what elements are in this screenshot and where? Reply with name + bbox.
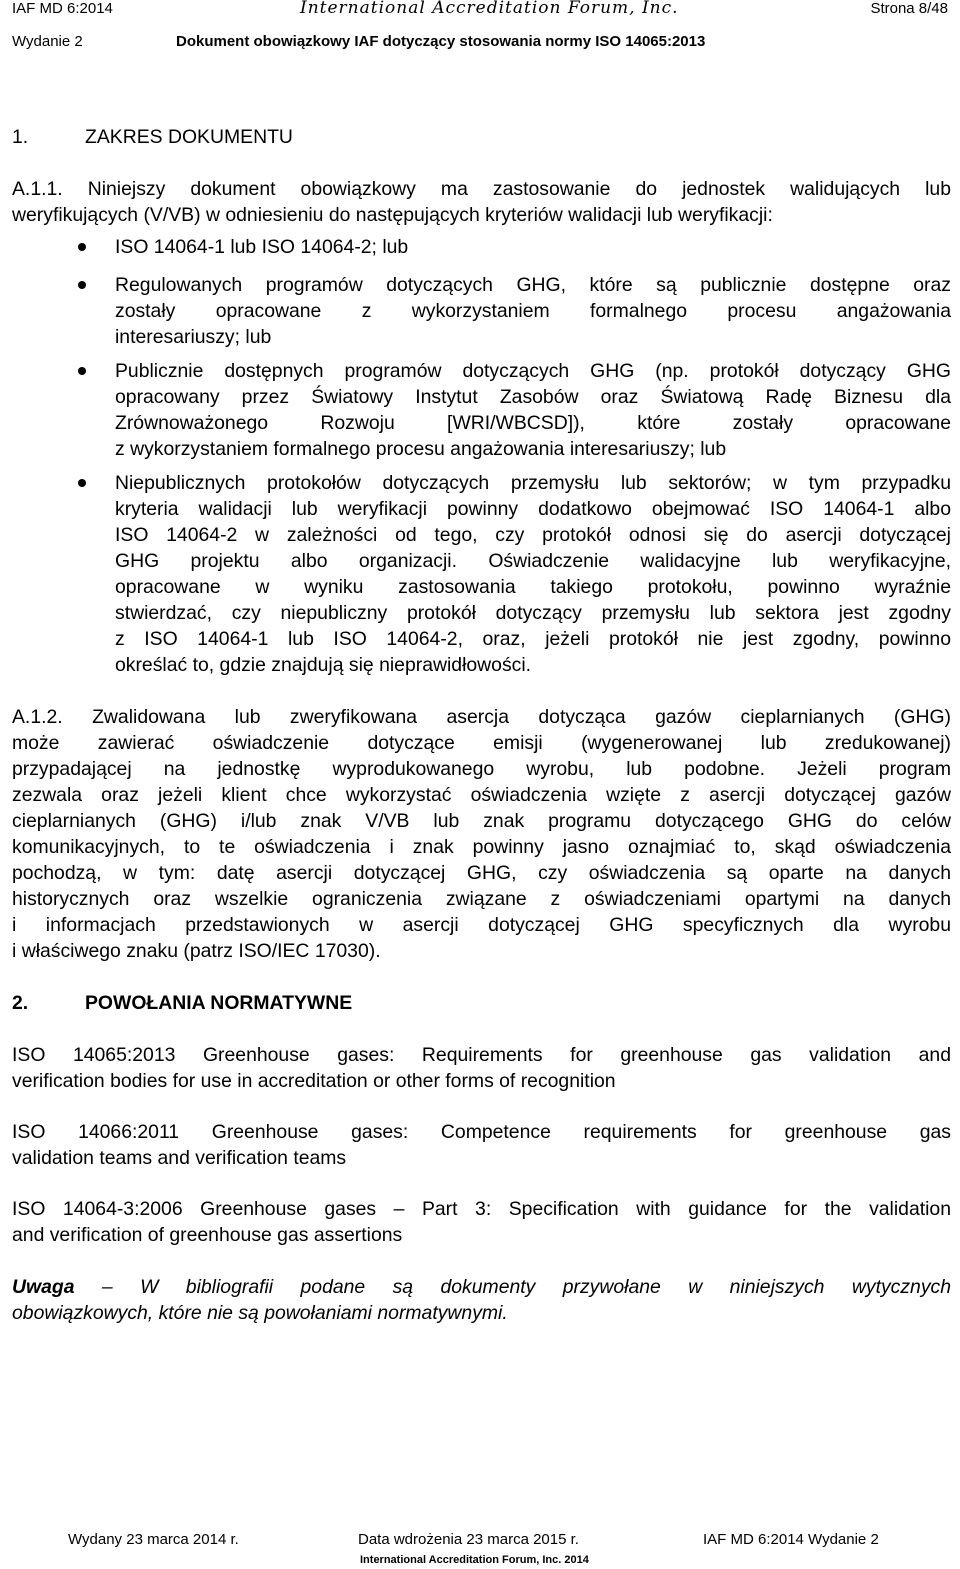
paragraph-a112-line: A.1.2. Zwalidowana lub zweryfikowana asercja dotycząca gazów cieplarnianych (GHG) xyxy=(12,706,951,728)
bullet-line: interesariuszy; lub xyxy=(115,326,272,348)
paragraph-a112-line: może zawierać oświadczenie dotyczące emisji (wygenerowanej lub zredukowanej) xyxy=(12,732,951,754)
bullet-icon xyxy=(78,281,86,289)
page-subheader xyxy=(12,33,948,57)
bullet-line: z wykorzystaniem formalnego procesu angażowania interesariuszy; lub xyxy=(115,438,727,460)
reference-line: ISO 14066:2011 Greenhouse gases: Competence requirements for greenhouse gas xyxy=(12,1121,951,1143)
paragraph-a112-line: historycznych oraz wszelkie ograniczenia związane z oświadczeniami opartymi na danych xyxy=(12,888,951,910)
reference-line: validation teams and verification teams xyxy=(12,1147,347,1169)
header-edition: Wydanie 2 xyxy=(12,33,83,50)
note-text: – W bibliografii podane są dokumenty przywołane w niniejszych wytycznych xyxy=(101,1276,952,1298)
section-number: 1. xyxy=(12,126,29,148)
paragraph-a111-line: A.1.1. Niniejszy dokument obowiązkowy ma zastosowanie do jednostek walidujących lub xyxy=(12,178,951,200)
section-title: POWOŁANIA NORMATYWNE xyxy=(85,992,353,1014)
paragraph-a112-line: przypadającej na jednostkę wyprodukowanego wyrobu, lub podobne. Jeżeli program xyxy=(12,758,951,780)
paragraph-a112-line: i właściwego znaku (patrz ISO/IEC 17030). xyxy=(12,940,381,962)
bullet-line: opracowane w wyniku zastosowania takiego protokołu, powinno wyraźnie xyxy=(115,576,951,598)
bullet-line: Zrównoważonego Rozwoju [WRI/WBCSD]), które zostały opracowane xyxy=(115,412,951,434)
paragraph-a111-line: weryfikujących (V/VB) w odniesieniu do następujących kryteriów walidacji lub weryfikacji: xyxy=(12,204,773,226)
bullet-line: zostały opracowane z wykorzystaniem formalnego procesu angażowania xyxy=(115,300,951,322)
bullet-line: ISO 14064-1 lub ISO 14064-2; lub xyxy=(115,236,409,258)
bullet-line: określać to, gdzie znajdują się nieprawidłowości. xyxy=(115,654,532,676)
bullet-line: Regulowanych programów dotyczących GHG, które są publicznie dostępne oraz xyxy=(115,274,951,296)
bullet-line: stwierdzać, czy niepubliczny protokół dotyczący przemysłu lub sektora jest zgodny xyxy=(115,602,951,624)
bullet-line: Niepublicznych protokołów dotyczących przemysłu lub sektorów; w tym przypadku xyxy=(115,472,951,494)
bullet-line: ISO 14064-2 w zależności od tego, czy protokół odnosi się do asercji dotyczącej xyxy=(115,524,951,546)
page-header xyxy=(12,0,948,24)
reference-line: ISO 14065:2013 Greenhouse gases: Requirements for greenhouse gas validation and xyxy=(12,1044,951,1066)
section-1-heading xyxy=(12,124,293,150)
section-number: 2. xyxy=(12,992,29,1014)
note-line: obowiązkowych, które nie są powołaniami normatywnymi. xyxy=(12,1302,508,1324)
bullet-line: kryteria walidacji lub weryfikacji powinny dodatkowo obejmować ISO 14064-1 albo xyxy=(115,498,951,520)
note-label: Uwaga xyxy=(12,1276,75,1298)
bullet-line: Publicznie dostępnych programów dotyczących GHG (np. protokół dotyczący GHG xyxy=(115,360,951,382)
header-doc-code: IAF MD 6:2014 xyxy=(12,0,113,17)
paragraph-a112-line: pochodzą, w tym: datę asercji dotyczącej GHG, czy oświadczenia są oparte na danych xyxy=(12,862,951,884)
bullet-line: z ISO 14064-1 lub ISO 14064-2, oraz, jeżeli protokół nie jest zgodny, powinno xyxy=(115,628,951,650)
reference-line: verification bodies for use in accreditation or other forms of recognition xyxy=(12,1070,616,1092)
bullet-icon xyxy=(78,479,86,487)
note-line xyxy=(12,1274,951,1300)
paragraph-a112-line: i informacjach przedstawionych w asercji dotyczącej GHG specyficznych dla wyrobu xyxy=(12,914,951,936)
section-title: ZAKRES DOKUMENTU xyxy=(85,126,293,148)
reference-line: ISO 14064-3:2006 Greenhouse gases – Part 3: Specification with guidance for the validation xyxy=(12,1198,951,1220)
paragraph-a112-line: komunikacyjnych, to te oświadczenia i znak powinny jasno oznajmiać to, skąd oświadczenia xyxy=(12,836,951,858)
paragraph-a112-line: cieplarnianych (GHG) i/lub znak V/VB lub znak programu dotyczącego GHG do celów xyxy=(12,810,951,832)
footer-effective: Data wdrożenia 23 marca 2015 r. xyxy=(358,1531,579,1548)
header-page-number: Strona 8/48 xyxy=(870,0,948,17)
reference-line: and verification of greenhouse gas assertions xyxy=(12,1224,403,1246)
footer-issued: Wydany 23 marca 2014 r. xyxy=(68,1531,239,1548)
footer-copyright: International Accreditation Forum, Inc. 2014 xyxy=(360,1554,589,1566)
bullet-line: GHG projektu albo organizacji. Oświadczenie walidacyjne lub weryfikacyjne, xyxy=(115,550,951,572)
bullet-line: opracowany przez Światowy Instytut Zasobów oraz Światową Radę Biznesu dla xyxy=(115,386,951,408)
paragraph-a112-line: zezwala oraz jeżeli klient chce wykorzystać oświadczenia wzięte z asercji dotyczącej gazów xyxy=(12,784,951,806)
header-org-name: International Accreditation Forum, Inc. xyxy=(300,0,679,18)
bullet-icon xyxy=(78,367,86,375)
footer-edition: IAF MD 6:2014 Wydanie 2 xyxy=(703,1531,879,1548)
bullet-icon xyxy=(78,243,86,251)
header-doc-title: Dokument obowiązkowy IAF dotyczący stosowania normy ISO 14065:2013 xyxy=(176,33,706,50)
section-2-heading xyxy=(12,990,352,1016)
